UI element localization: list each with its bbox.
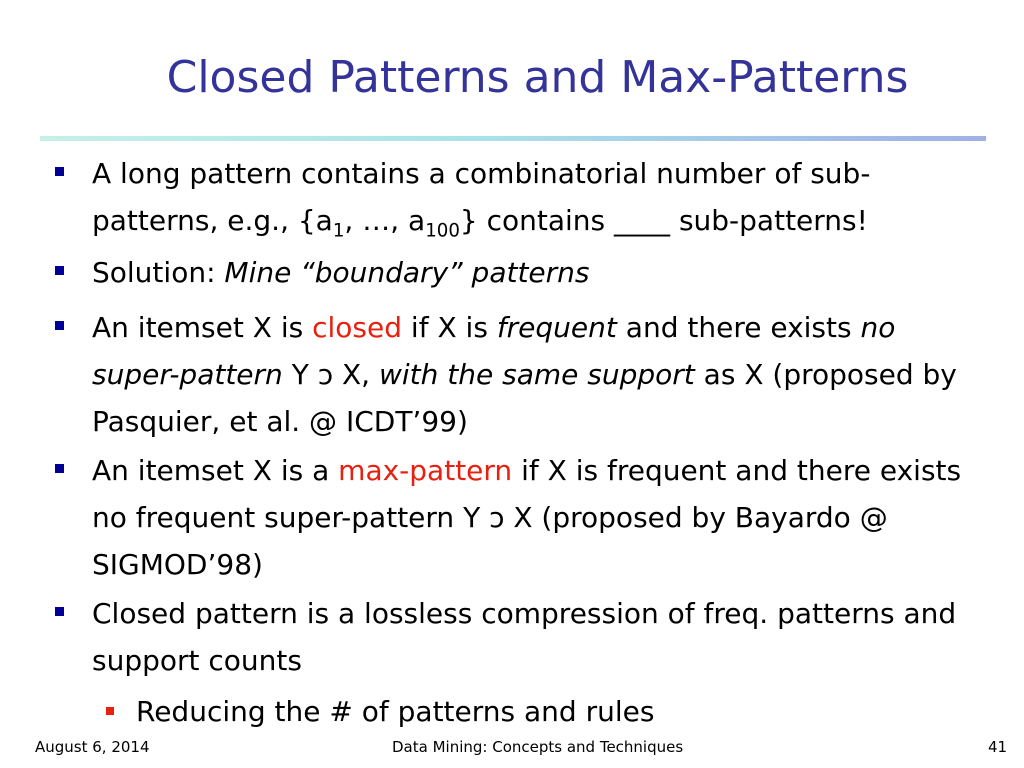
- max-pattern-term: max-pattern: [338, 454, 513, 487]
- bullet-4-p2: if X is frequent and there exists no frequent super-pattern Y ɔ X (proposed by Bayardo @ SIGMOD’98): [92, 454, 962, 581]
- bullet-1-line2-post: } contains ____ sub-patterns!: [459, 204, 868, 237]
- bullet-3-p4: Y ɔ X,: [282, 358, 379, 391]
- closed-term: closed: [312, 311, 403, 344]
- bullet-2-italic: Mine “boundary” patterns: [224, 256, 590, 289]
- bullet-1-sub1: 1: [332, 220, 345, 242]
- bullet-marker: [55, 321, 64, 330]
- bullet-3-p2: if X is: [402, 311, 497, 344]
- slide-title: Closed Patterns and Max-Patterns: [166, 52, 909, 103]
- page-number: 41: [988, 738, 1008, 756]
- sub-bullet-marker: [106, 707, 114, 715]
- title-divider: [40, 136, 986, 141]
- bullet-5-text: Closed pattern is a lossless compression of freq. patterns and support counts: [92, 597, 957, 677]
- bullet-1-line2-mid: , …, a: [344, 204, 426, 237]
- bullet-3-p5: as X (proposed by Pasquier, et al. @ ICDT’99): [92, 358, 957, 438]
- bullet-2-pre: Solution:: [92, 256, 225, 289]
- footer-date: August 6, 2014: [35, 738, 150, 756]
- bullet-1-line1: A long pattern contains a combinatorial number of sub-: [92, 157, 871, 190]
- bullet-3-p3: and there exists: [616, 311, 861, 344]
- bullet-3-i2: no super-pattern: [92, 311, 896, 391]
- bullet-3-i3: with the same support: [378, 358, 695, 391]
- bullet-3-i1: frequent: [496, 311, 617, 344]
- bullet-item-4: [92, 447, 972, 588]
- bullet-marker: [55, 167, 64, 176]
- sub-bullet-1-text: Reducing the # of patterns and rules: [136, 695, 655, 728]
- bullet-marker: [55, 464, 64, 473]
- bullet-item-1: [92, 150, 972, 244]
- bullet-marker: [55, 607, 64, 616]
- bullet-marker: [55, 266, 64, 275]
- footer-title: Data Mining: Concepts and Techniques: [392, 738, 684, 756]
- sub-bullet-item-1: [136, 688, 976, 735]
- bullet-3-p1: An itemset X is: [92, 311, 313, 344]
- bullet-item-5: [92, 590, 972, 684]
- bullet-item-3: [92, 304, 972, 445]
- bullet-1-line2-pre: patterns, e.g., {a: [92, 204, 333, 237]
- bullet-4-p1: An itemset X is a: [92, 454, 339, 487]
- bullet-1-sub2: 100: [425, 220, 460, 242]
- bullet-item-2: [92, 249, 972, 296]
